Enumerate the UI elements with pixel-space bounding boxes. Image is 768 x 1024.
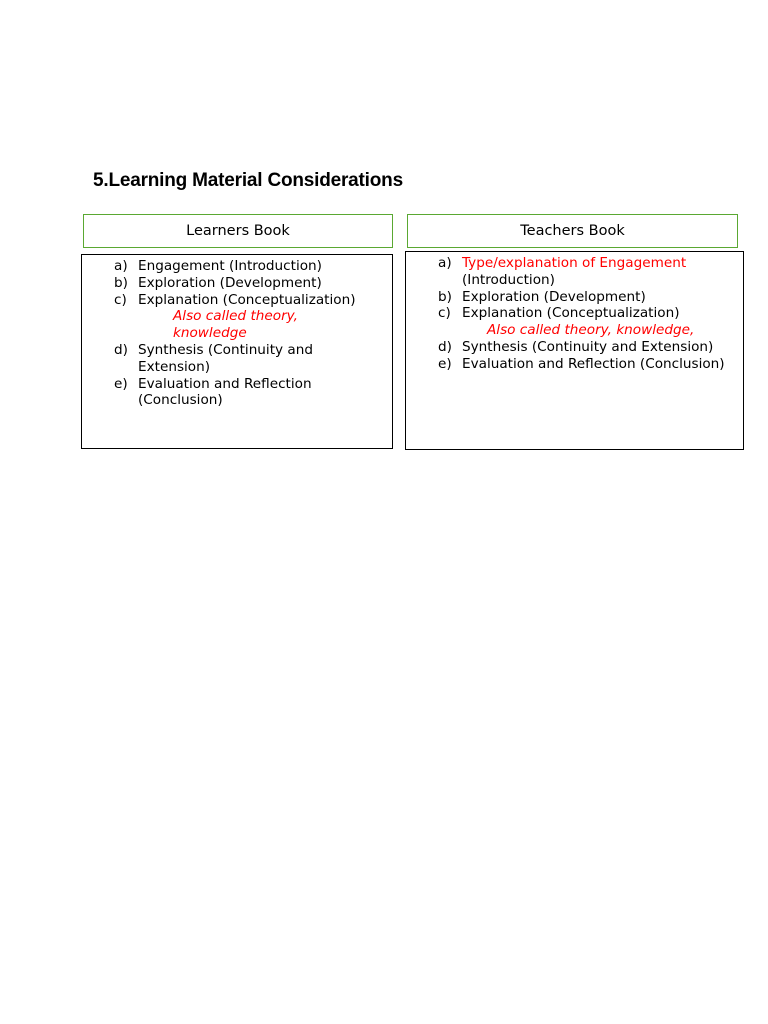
teachers-book-list <box>438 255 738 373</box>
list-note <box>114 308 389 342</box>
list-item <box>114 376 389 410</box>
list-marker: d) <box>438 338 452 355</box>
list-item-text: Synthesis (Continuity and Extension) <box>138 341 313 375</box>
list-marker: c) <box>438 305 451 322</box>
list-item <box>114 342 389 376</box>
list-item <box>114 258 389 275</box>
list-item-text: Exploration (Development) <box>462 288 646 305</box>
list-item <box>438 305 738 322</box>
list-marker: d) <box>114 341 128 358</box>
learners-book-header <box>83 214 393 248</box>
list-item <box>438 356 738 373</box>
list-marker: a) <box>438 255 452 271</box>
learners-book-panel <box>81 254 393 449</box>
list-marker: c) <box>114 291 127 308</box>
teachers-book-panel <box>405 251 744 450</box>
list-note <box>438 322 738 339</box>
list-item <box>438 255 738 289</box>
list-marker: b) <box>438 288 452 305</box>
list-marker: b) <box>114 274 128 291</box>
list-item <box>438 289 738 306</box>
list-item <box>114 275 389 292</box>
list-marker: e) <box>438 355 452 372</box>
list-item <box>114 292 389 309</box>
learners-book-list <box>114 258 389 409</box>
list-item-text: Explanation (Conceptualization) <box>138 291 356 308</box>
teachers-book-header <box>407 214 738 248</box>
list-item-text: Engagement (Introduction) <box>138 258 322 274</box>
list-marker: e) <box>114 375 128 392</box>
list-item <box>438 339 738 356</box>
teachers-book-header-label: Teachers Book <box>520 223 625 239</box>
engagement-highlight: Type/explanation of Engagement <box>462 255 687 271</box>
theory-note: Also called theory, knowledge <box>173 308 298 342</box>
list-item-text: Explanation (Conceptualization) <box>462 305 680 322</box>
list-item-text: Synthesis (Continuity and Extension) <box>462 338 714 355</box>
list-item-text: Exploration (Development) <box>138 274 322 291</box>
engagement-suffix: (Introduction) <box>462 271 555 288</box>
list-item-text: Evaluation and Reflection (Conclusion) <box>138 375 312 409</box>
list-item-text <box>462 255 738 289</box>
list-marker: a) <box>114 258 128 274</box>
learners-book-header-label: Learners Book <box>186 223 290 239</box>
list-item-text: Evaluation and Reflection (Conclusion) <box>462 355 725 372</box>
theory-note: Also called theory, knowledge, <box>487 322 695 339</box>
page-title: 5.Learning Material Considerations <box>93 170 403 191</box>
